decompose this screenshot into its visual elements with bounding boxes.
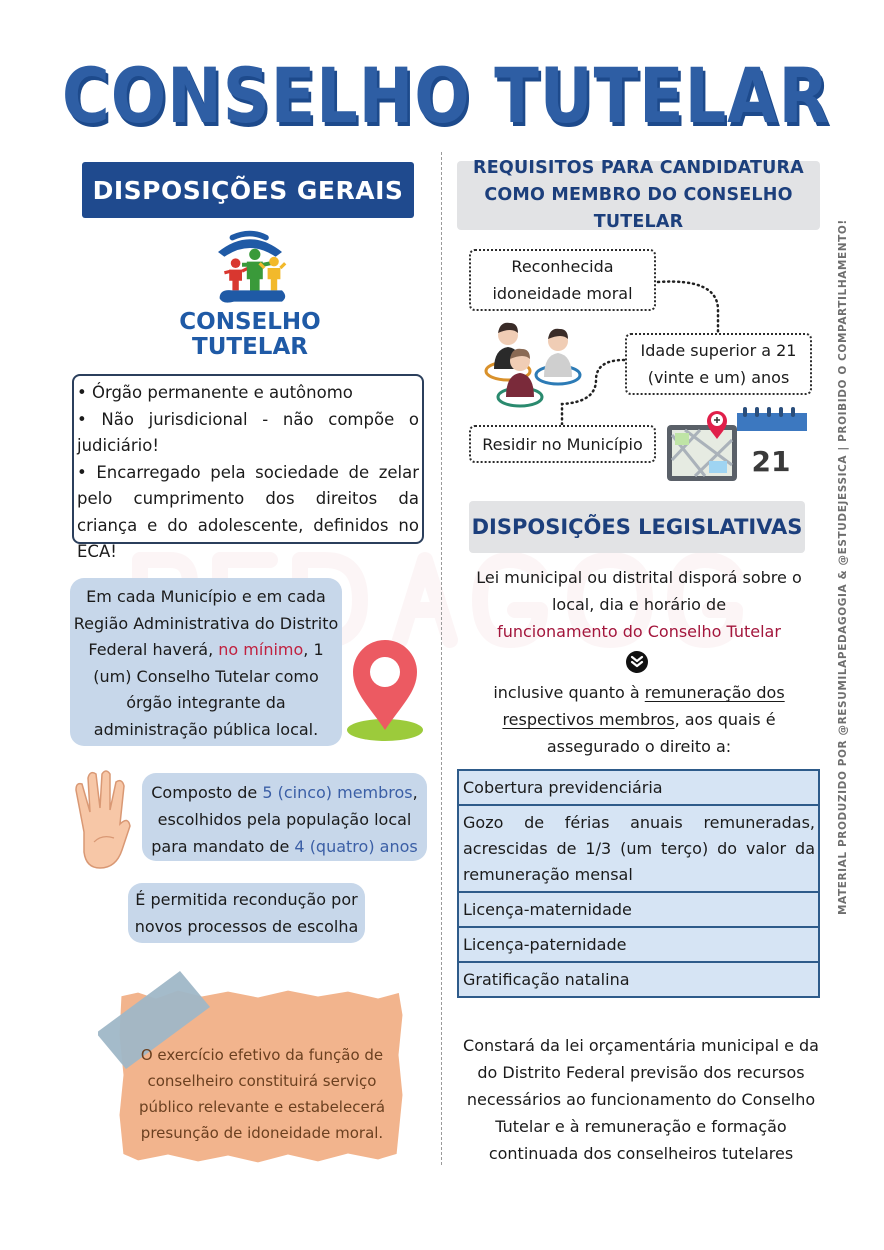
double-chevron-down-icon bbox=[626, 651, 648, 673]
bubble-text: Composto de bbox=[151, 783, 263, 802]
logo-text-line1: CONSELHO bbox=[179, 309, 321, 335]
header-line: COMO MEMBRO DO CONSELHO TUTELAR bbox=[484, 185, 793, 232]
requirement-text: Residir no Município bbox=[482, 434, 643, 454]
table-row: Gratificação natalina bbox=[463, 970, 630, 989]
calendar-day: 21 bbox=[751, 445, 791, 478]
rights-table bbox=[457, 769, 820, 998]
requirement-text: (vinte e um) anos bbox=[647, 368, 790, 387]
general-provisions-list bbox=[72, 374, 424, 561]
table-row: Cobertura previdenciária bbox=[459, 771, 818, 806]
header-requirements bbox=[457, 158, 820, 232]
requirement-residence bbox=[469, 425, 656, 463]
composition-bubble bbox=[142, 773, 427, 861]
requirement-moral bbox=[469, 249, 656, 311]
map-calendar-icon bbox=[665, 405, 810, 485]
note-text: O exercício efetivo da função de conselheiro constituirá serviço público relevante e estabelecerá presunção de idoneidade moral. bbox=[138, 1046, 386, 1142]
legislative-text bbox=[458, 564, 820, 645]
underlined-text: remuneração dos respectivos membros bbox=[502, 683, 785, 729]
list-item: • Órgão permanente e autônomo bbox=[77, 383, 353, 402]
table-row: Licença-maternidade bbox=[459, 893, 818, 928]
highlight-text: funcionamento do Conselho Tutelar bbox=[497, 622, 781, 641]
header-line: REQUISITOS PARA CANDIDATURA bbox=[473, 158, 804, 178]
highlight-text: no mínimo bbox=[218, 640, 304, 659]
list-item: • Encarregado pela sociedade de zelar pelo cumprimento dos direitos da criança e do adolescente, definidos no ECA! bbox=[77, 462, 419, 561]
bubble-text: Em cada Município e em cada Região Administrativa do Distrito Federal haverá, bbox=[73, 587, 339, 659]
people-group-icon bbox=[478, 313, 588, 413]
reappointment-bubble: É permitida recondução por novos processos de escolha bbox=[128, 883, 365, 943]
logo-text bbox=[150, 310, 350, 360]
copyright-side-text: MATERIAL PRODUZIDO POR @RESUMILAPEDAGOGIA & @ESTUDEJESSICA | PROIBIDO O COMPARTILHAMENTO! bbox=[837, 219, 849, 915]
table-row: Gozo de férias anuais remuneradas, acrescidas de 1/3 (um terço) do valor da remuneração mensal bbox=[459, 806, 818, 893]
highlight-text: 4 (quatro) bbox=[294, 837, 375, 856]
remuneration-text-plain: , aos quais é assegurado o direito a: bbox=[546, 710, 776, 756]
highlight-text: anos bbox=[379, 837, 418, 856]
budget-text: Constará da lei orçamentária municipal e da do Distrito Federal previsão dos recursos necessários ao funcionamento do Conselho Tutelar e à remuneração e formação continuada dos conselheiros tutelares bbox=[463, 1036, 819, 1163]
conselho-tutelar-logo-icon bbox=[170, 228, 330, 308]
list-item: • Não jurisdicional - não compõe o judiciário! bbox=[77, 409, 419, 455]
requirement-text: idoneidade moral bbox=[492, 284, 633, 303]
highlight-text: 5 (cinco) membros bbox=[262, 783, 413, 802]
legislative-text-plain: Lei municipal ou distrital disporá sobre o local, dia e horário de bbox=[476, 568, 802, 614]
remuneration-text bbox=[458, 679, 820, 760]
municipality-bubble bbox=[70, 578, 342, 746]
table-row: Licença-paternidade bbox=[459, 928, 818, 963]
requirement-age bbox=[625, 333, 812, 395]
header-disposicoes-gerais: DISPOSIÇÕES GERAIS bbox=[82, 162, 414, 218]
requirement-text: Idade superior a 21 bbox=[640, 341, 797, 360]
page-title: CONSELHO TUTELAR bbox=[61, 51, 830, 140]
column-divider bbox=[441, 152, 442, 1165]
requirement-text: Reconhecida bbox=[511, 257, 614, 276]
bubble-text: , escolhidos pela população local para mandato de bbox=[151, 783, 418, 856]
bubble-text: , 1 (um) Conselho Tutelar como órgão integrante da administração pública local. bbox=[93, 640, 324, 739]
header-legislative: DISPOSIÇÕES LEGISLATIVAS bbox=[469, 501, 805, 553]
remuneration-text-plain: inclusive quanto à bbox=[493, 683, 645, 702]
logo-text-line2: TUTELAR bbox=[192, 334, 308, 360]
hand-icon bbox=[70, 768, 134, 870]
location-pin-icon bbox=[345, 636, 425, 744]
